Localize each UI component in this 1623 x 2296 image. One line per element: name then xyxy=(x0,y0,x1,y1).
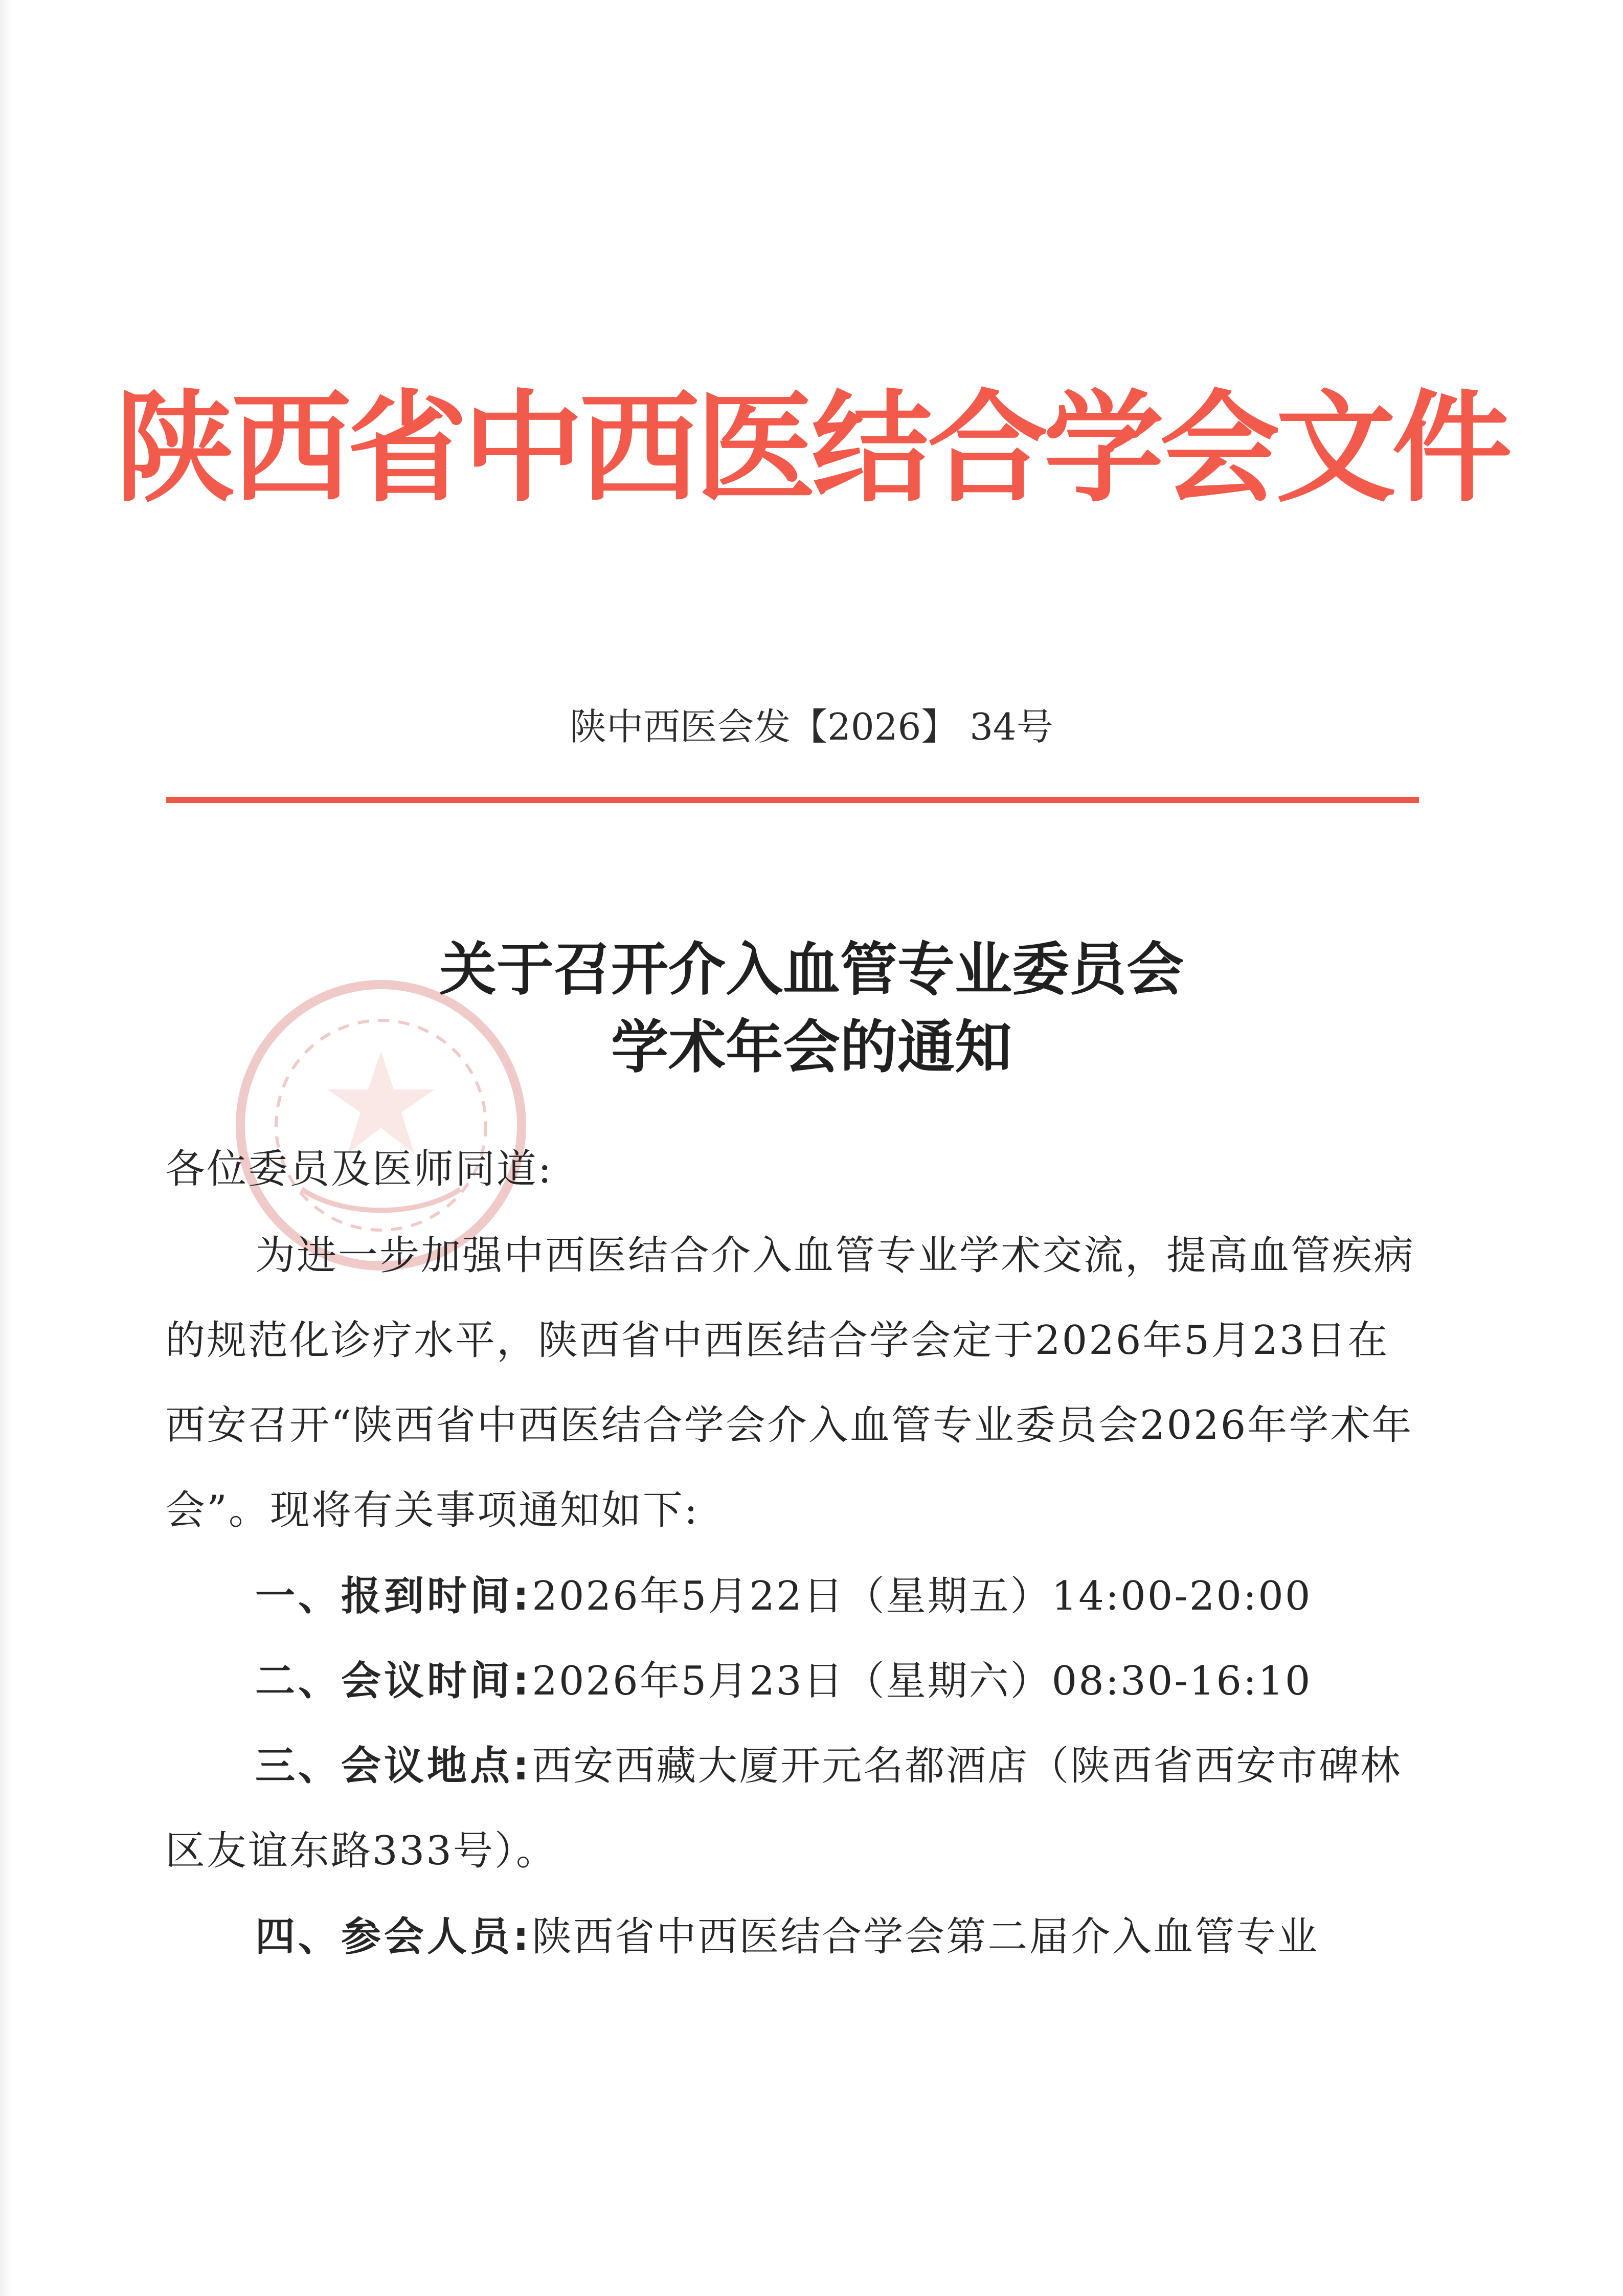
notice-item-attendees xyxy=(165,1894,1419,1979)
notice-title-line-1: 关于召开介入血管专业委员会 xyxy=(439,937,1184,1003)
notice-item-meeting-location xyxy=(165,1724,1419,1893)
notice-item-text: 陕西省中西医结合学会第二届介入血管专业 xyxy=(532,1914,1319,1960)
notice-item-label: 四、参会人员: xyxy=(255,1914,532,1960)
intro-paragraph: 为进一步加强中西医结合介入血管专业学术交流，提高血管疾病的规范化诊疗水平，陕西省中西医结合学会定于2026年5月23日在西安召开“陕西省中西医结合学会介入血管专业委员会2026年学术年会”。现将有关事项通知如下: xyxy=(165,1233,1415,1533)
notice-item-text: 2026年5月23日（星期六）08:30-16:10 xyxy=(532,1658,1312,1704)
notice-title xyxy=(0,931,1623,1087)
notice-item-text: 西安西藏大厦开元名都酒店（陕西省西安市碑林区友谊东路333号）。 xyxy=(165,1743,1402,1874)
document-number: 陕中西医会发【2026】 34号 xyxy=(570,705,1053,748)
document-header-title: 陕西省中西医结合学会文件 xyxy=(115,379,1508,519)
notice-title-line-2: 学术年会的通知 xyxy=(611,1014,1012,1081)
notice-item-label: 二、会议时间: xyxy=(255,1658,532,1704)
notice-item-text: 2026年5月22日（星期五）14:00-20:00 xyxy=(532,1573,1312,1619)
salutation: 各位委员及医师同道: xyxy=(165,1146,553,1192)
notice-item-label: 一、报到时间: xyxy=(255,1573,532,1619)
red-divider-line xyxy=(166,797,1419,803)
notice-item-registration-time xyxy=(165,1554,1419,1639)
notice-item-label: 三、会议地点: xyxy=(255,1743,532,1789)
scan-edge xyxy=(0,0,11,2296)
notice-item-meeting-time xyxy=(165,1639,1419,1724)
